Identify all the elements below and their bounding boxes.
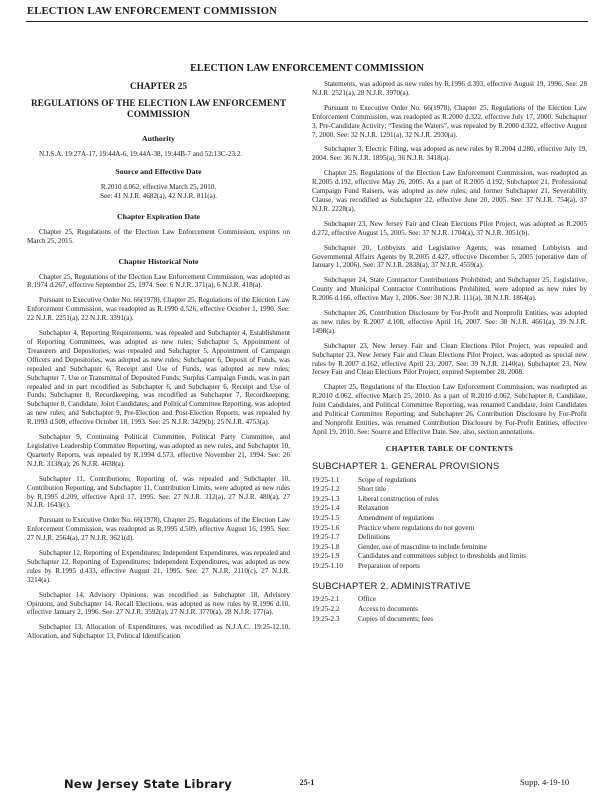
toc-section-number: 19:25-2.1 xyxy=(312,595,340,604)
toc-entry xyxy=(312,485,587,495)
toc-section-number: 19:25-1.4 xyxy=(312,504,340,513)
toc-entry xyxy=(312,595,587,605)
toc-section-number: 19:25-2.2 xyxy=(312,605,340,614)
authority-text: N.J.S.A. 19:27A-17, 19:44A-6, 19:44A-38, 19:44B-7 and 52:13C-23.2. xyxy=(39,150,243,159)
right-column xyxy=(312,80,587,624)
toc-section-title: Definitions xyxy=(358,533,390,542)
history-note: Subchapter 3, Electric Filing, was adopted as new rules by R.2004 d.280, effective July 19, 2004. See: 36 N.J.R. 1895(a), 36 N.J.R. 3418(a). xyxy=(312,145,587,163)
history-note: Subchapter 4, Reporting Requirements, was repealed and Subchapter 4, Establishment of Reporting Committees, was adopted as new rules; Subchapter 5, Appointment of Treasurers and Depositories, was repealed and Subchapter 5, Appointment of Campaign Officers and Depositories, was adopted as new rules; Subchapter 6, Deposit of Funds, was repealed and Subchapter 6, Receipt and Use of Funds, was adopted as new rules; Subchapter 7, Use or Transmittal of Deposited Funds; Surplus Campaign Funds, was in part repealed and in part recodified as Subchapter 6, and Subchapter 6, Receipt and Use of Funds; Subchapter 8, Recordkeeping, was recodified as Subchapter 7, Recordkeeping; Subchapter 8, Candidate, Joint Candidates, and Political Committee Reporting, was adopted as new rules; and Subchapter 9, Pre-Election and Post-Election Reports, was repealed by R.1993 d.509, effective October 18, 1993. See: 25 N.J.R. 3429(b), 25 N.J.R. 4753(a). xyxy=(27,329,290,427)
toc-entry xyxy=(312,562,587,572)
toc-heading: CHAPTER TABLE OF CONTENTS xyxy=(385,443,514,453)
history-notes-right xyxy=(312,80,587,437)
authority-heading: Authority xyxy=(142,134,175,144)
header-rule xyxy=(26,21,588,22)
toc-section-number: 19:25-1.9 xyxy=(312,552,340,561)
subchapter-1-heading: SUBCHAPTER 1. GENERAL PROVISIONS xyxy=(312,460,500,471)
toc-section-number: 19:25-1.7 xyxy=(312,533,340,542)
toc-section-title: Gender, use of masculine to include feminine xyxy=(358,542,487,551)
history-note: Subchapter 13, Allocation of Expenditures, was recodified as N.J.A.C. 19:25-12.10, Allocation, and Subchapter 13, Political Identification xyxy=(27,623,290,641)
toc-entry xyxy=(312,605,587,615)
history-note: Statements, was adopted as new rules by R.1996 d.393, effective August 19, 1996. See: 28 N.J.R. 2521(a), 28 N.J.R. 3970(a). xyxy=(312,80,587,97)
toc-section-title: Scope of regulations xyxy=(358,475,417,484)
toc-entry xyxy=(312,533,587,543)
toc-entry xyxy=(312,476,587,486)
toc-section-title: Practice where regulations do not govern xyxy=(358,523,475,532)
source-heading: Source and Effective Date xyxy=(115,167,202,177)
toc-list-subchapter-2 xyxy=(312,595,587,624)
subchapter-2-heading: SUBCHAPTER 2. ADMINISTRATIVE xyxy=(312,580,471,591)
history-note: Chapter 25, Regulations of the Election Law Enforcement Commission, was readopted as R.2010 d.062, effective March 25, 2010. As a part of R.2010 d.062, Subchapter 8, Candidate, Joint Candidates, and Political Committee Reporting, was renamed Candidate, Joint Candidates and Political Committee Reporting; and Subchapter 26, Contribution Disclosure by For-Profit and Nonprofit Entities, was renamed Contribution Disclosure by For-Profit Entities, effective April 19, 2010. See: Source and Effective Date. See, also, section annotations. xyxy=(312,383,587,436)
toc-entry xyxy=(312,615,587,625)
expiration-text: Chapter 25, Regulations of the Election Law Enforcement Commission, expires on March 25, 2015. xyxy=(27,227,290,245)
page-title: ELECTION LAW ENFORCEMENT COMMISSION xyxy=(190,63,424,74)
toc-entry xyxy=(312,504,587,514)
toc-section-title: Candidates and committees subject to thresholds and limits xyxy=(358,552,527,561)
history-heading: Chapter Historical Note xyxy=(118,256,199,266)
left-column xyxy=(27,82,290,647)
history-notes-left xyxy=(27,273,290,642)
toc-section-title: Relaxation xyxy=(358,504,389,513)
toc-section-number: 19:25-1.3 xyxy=(312,494,340,503)
toc-section-title: Amendment of regulations xyxy=(358,514,435,522)
history-note: Subchapter 26, Contribution Disclosure by For-Profit and Nonprofit Entities, was adopted as new rules by R.2007 d.108, effective April 16, 2007. See: 38 N.J.R. 4661(a), 39 N.J.R. 1498(a). xyxy=(312,309,587,335)
toc-list-subchapter-1 xyxy=(312,476,587,572)
history-note: Subchapter 23, New Jersey Fair and Clean Elections Pilot Project, was adopted as R.2005 d.272, effective August 15, 2005. See: 37 N.J.R. 1704(a), 37 N.J.R. 3051(b). xyxy=(312,219,587,237)
chapter-number: CHAPTER 25 xyxy=(129,82,188,92)
toc-section-number: 19:25-1.2 xyxy=(312,485,340,494)
toc-entry xyxy=(312,514,587,524)
history-note: Subchapter 9, Continuing Political Committee, Political Party Committee, and Legislative Leadership Committee Reporting, was adopted as new rules, and Subchapter 10, Quarterly Reports, was repealed by R.1994 d.573, effective November 21, 1994. See: 26 N.J.R. 3138(a); 26 N.J.R. 4638(a). xyxy=(27,433,290,468)
source-citation: See: 41 N.J.R. 4682(a), 42 N.J.R. 811(a). xyxy=(100,192,217,201)
history-note: Chapter 25, Regulations of the Election Law Enforcement Commission, was adopted as R.1974 d.267, effective September 25, 1974. See: 6 N.J.R. 371(a), 6 N.J.R. 418(a). xyxy=(27,272,290,290)
source-line: R.2010 d.062, effective March 25, 2010. xyxy=(100,183,217,192)
toc-entry xyxy=(312,552,587,562)
expiration-heading: Chapter Expiration Date xyxy=(116,211,201,221)
history-note: Subchapter 20, Lobbyists and Legislative Agents, was renamed Lobbyists and Governmental Affairs Agents by R.2005 d.427, effective December 5, 2005 (operative date of January 1, 2006). See: 37 N.J.R. 2838(a), 37 N.J.R. 4559(a). xyxy=(312,243,587,270)
history-note: Subchapter 24, State Contractor Contributions Prohibited; and Subchapter 25, Legislative, County and Municipal Contractor Contributions Prohibited, were adopted as new rules by R.2006 d.166, effective May 1, 2006. See: 38 N.J.R. 111(a), 38 N.J.R. 1864(a). xyxy=(312,276,587,303)
supplement-date: Supp. 4-19-10 xyxy=(520,777,570,787)
toc-section-number: 19:25-1.5 xyxy=(312,514,340,522)
history-note: Pursuant to Executive Order No. 66(1978), Chapter 25, Regulations of the Election Law Enforcement Commission, was readopted as R.1990 d.526, effective October 1, 1990. See: 22 N.J.R. 2251(a), 22 N.J.R. 3391(a). xyxy=(27,296,290,323)
toc-section-title: Office xyxy=(358,595,376,604)
history-note: Subchapter 11, Contributions; Reporting of, was repealed and Subchapter 10, Contribution Reporting, and Subchapter 11, Contribution Limits, were adopted as new rules by R.1995 d.209, effective April 17, 1995. See: 27 N.J.R. 312(a), 27 N.J.R. 480(a), 27 N.J.R. 1643(c). xyxy=(27,474,290,510)
history-note: Subchapter 23, New Jersey Fair and Clean Elections Pilot Project, was repealed and Subchapter 23, New Jersey Fair and Clean Elections Pilot Project, was adopted as special new rules by R.2007 d.162, effective April 23, 2007. See: 39 N.J.R. 2140(a). Subchapter 23, New Jersey Fair and Clean Elections Pilot Project, expired September 28, 2008. xyxy=(312,341,587,377)
toc-section-title: Preparation of reports xyxy=(358,561,420,570)
history-note: Pursuant to Executive Order No. 66(1978), Chapter 25, Regulations of the Election Law Enforcement Commission, was readopted as R.2000 d.322, effective July 17, 2000. Subchapter 3, Pre-Candidate Activity; “Testing the Waters”, was repealed by R.2000 d.322, effective August 7, 2000. See: 32 N.J.R. 1291(a), 32 N.J.R. 2930(a). xyxy=(312,103,587,139)
toc-section-number: 19:25-1.10 xyxy=(312,561,343,570)
toc-section-title: Copies of documents; fees xyxy=(358,614,434,623)
history-note: Subchapter 12, Reporting of Expenditures; Independent Expenditures, was repealed and Subchapter 12, Reporting of Expenditures; Independent Expenditures, was adopted as new rules by R.1995 d.433, effective August 21, 1995. See: 27 N.J.R. 2110(c), 27 N.J.R. 3214(a). xyxy=(27,549,290,584)
toc-section-title: Short title xyxy=(358,485,387,494)
toc-section-number: 19:25-1.6 xyxy=(312,523,340,532)
history-note: Subchapter 14, Advisory Opinions, was recodified as Subchapter 18, Advisory Opinions, and Subchapter 14, Recall Elections, was adopted as new rules by R.1996 d.10, effective January 2, 1996. See: 27 N.J.R. 3592(a), 27 N.J.R. 3770(a), 28 N.J.R. 177(a). xyxy=(27,590,290,617)
toc-entry xyxy=(312,495,587,505)
history-note: Pursuant to Executive Order No. 66(1978), Chapter 25, Regulations of the Election Law Enforcement Commission, was readopted as R.1995 d.509, effective August 16, 1995. See: 27 N.J.R. 2564(a), 27 N.J.R. 3621(d). xyxy=(27,516,290,543)
toc-section-number: 19:25-2.3 xyxy=(312,614,340,623)
library-stamp: New Jersey State Library xyxy=(64,777,233,791)
running-head: ELECTION LAW ENFORCEMENT COMMISSION xyxy=(27,6,278,17)
toc-section-number: 19:25-1.8 xyxy=(312,542,340,551)
history-note: Chapter 25, Regulations of the Election Law Enforcement Commission, was readopted as R.2005 d.192, effective May 26, 2005. As a part of R.2005 d.192, Subchapter 21, Professional Campaign Fund Raisers, was adopted as new rules; and former Subchapter 21, Severability Clause, was recodified as Subchapter 22, effective June 20, 2005. See: 37 N.J.R. 754(a), 37 N.J.R. 2228(a). xyxy=(312,169,587,213)
chapter-title: REGULATIONS OF THE ELECTION LAW ENFORCEMENT COMMISSION xyxy=(30,99,287,121)
toc-section-title: Liberal construction of rules xyxy=(358,494,439,503)
toc-section-title: Access to documents xyxy=(358,605,418,614)
toc-section-number: 19:25-1.1 xyxy=(312,475,340,484)
toc-entry xyxy=(312,543,587,553)
toc-entry xyxy=(312,524,587,534)
page-number: 25-1 xyxy=(299,778,315,787)
